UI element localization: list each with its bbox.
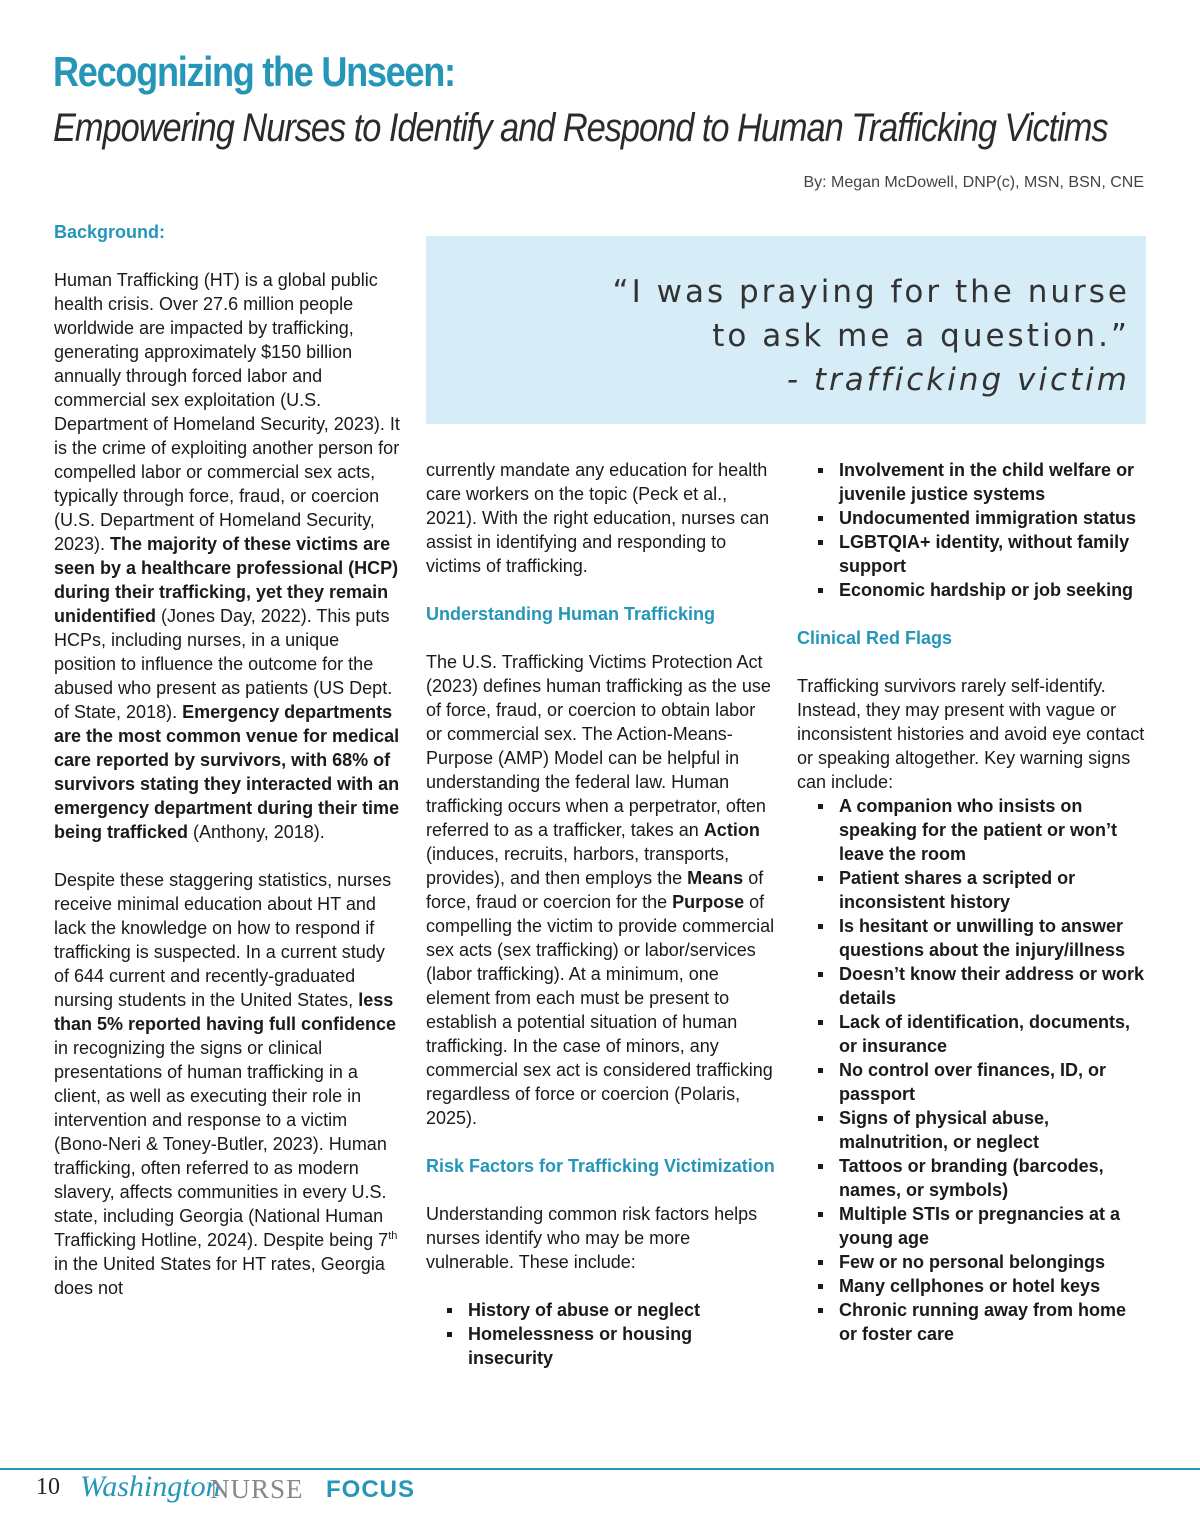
square-bullet-icon xyxy=(818,1164,823,1169)
text-run-bold: Emergency departments are the most common venue for medical care reported by survivors, with 68% of survivors stating they interacted with an emergency department during their time being trafficked xyxy=(54,702,400,842)
paragraph: Understanding common risk factors helps nurses identify who may be more vulnerable. These include: xyxy=(426,1204,758,1272)
text-run-bold: The majority of these victims are seen by a healthcare professional (HCP) during their trafficking, yet they remain unidentified xyxy=(54,534,399,626)
paragraph: currently mandate any education for health care workers on the topic (Peck et al., 2021). With the right education, nurses can assist in identifying and responding to victims of trafficking. xyxy=(426,460,770,576)
list-item xyxy=(797,1274,1147,1298)
square-bullet-icon xyxy=(818,1260,823,1265)
red-flag-list xyxy=(797,794,1147,1346)
paragraph xyxy=(54,868,404,1300)
list-item-text: No control over finances, ID, or passport xyxy=(839,1060,1107,1104)
list-item xyxy=(797,530,1147,578)
list-item xyxy=(797,866,1147,914)
text-run-bold: Purpose xyxy=(672,892,745,912)
square-bullet-icon xyxy=(818,1116,823,1121)
list-item-text: LGBTQIA+ identity, without family support xyxy=(839,532,1130,576)
list-item xyxy=(797,794,1147,866)
list-item xyxy=(797,1010,1147,1058)
square-bullet-icon xyxy=(818,516,823,521)
list-item xyxy=(426,1322,776,1370)
square-bullet-icon xyxy=(818,972,823,977)
superscript: th xyxy=(388,1230,398,1242)
square-bullet-icon xyxy=(818,1212,823,1217)
column-3 xyxy=(797,458,1147,1370)
list-item-text: A companion who insists on speaking for the patient or won’t leave the room xyxy=(839,796,1118,864)
column-1 xyxy=(54,220,404,1324)
list-item-text: Undocumented immigration status xyxy=(839,508,1137,528)
list-item xyxy=(797,1298,1147,1346)
section-heading-understanding: Understanding Human Trafficking xyxy=(426,604,716,624)
section-heading-risk: Risk Factors for Trafficking Victimization xyxy=(426,1156,775,1176)
square-bullet-icon xyxy=(818,804,823,809)
list-item xyxy=(797,1106,1147,1154)
text-run: Human Trafficking (HT) is a global public health crisis. Over 27.6 million people worldwide are impacted by trafficking, generating approximately $150 billion annually through forced labor and commercial sex exploitation (U.S. Department of Homeland Security, 2023). It is the crime of exploiting another person for compelled labor or commercial sex acts, typically through force, fraud, or coercion (U.S. Department of Homeland Security, 2023). xyxy=(54,270,400,554)
list-item-text: Is hesitant or unwilling to answer questions about the injury/illness xyxy=(839,916,1126,960)
page-number: 10 xyxy=(36,1474,60,1500)
list-item xyxy=(797,914,1147,962)
text-run-bold: less than 5% reported having full confidence xyxy=(54,990,397,1034)
text-run-bold: Means xyxy=(687,868,744,888)
square-bullet-icon xyxy=(818,588,823,593)
list-item-text: History of abuse or neglect xyxy=(468,1300,701,1320)
text-run: (Jones Day, 2022). This puts HCPs, including nurses, in a unique position to influence the outcome for the abused who present as patients (US Dept. of State, 2018). xyxy=(54,606,393,722)
risk-factor-list xyxy=(426,1298,776,1370)
square-bullet-icon xyxy=(818,1020,823,1025)
list-item-text: Tattoos or branding (barcodes, names, or symbols) xyxy=(839,1156,1104,1200)
page-subtitle: Empowering Nurses to Identify and Respond to Human Trafficking Victims xyxy=(53,106,1108,150)
column-2 xyxy=(426,458,776,1394)
text-run: in recognizing the signs or clinical presentations of human trafficking in a client, as well as executing their role in intervention and response to a victim (Bono-Neri & Toney-Butler, 2023). Human trafficking, often referred to as modern slavery, affects communities in every U.S. state, including Georgia (National Human Trafficking Hotline, 2024). Despite being 7 xyxy=(54,1038,389,1250)
section-heading-background: Background: xyxy=(54,222,166,242)
publication-logo-focus: FOCUS xyxy=(326,1476,415,1503)
pull-quote xyxy=(426,236,1146,424)
list-item-text: Involvement in the child welfare or juvenile justice systems xyxy=(839,460,1135,504)
list-item xyxy=(797,1154,1147,1202)
square-bullet-icon xyxy=(818,1068,823,1073)
text-run: of force, fraud or coercion for the xyxy=(426,868,764,912)
paragraph: Trafficking survivors rarely self-identify. Instead, they may present with vague or inconsistent histories and avoid eye contact or speaking altogether. Key warning signs can include: xyxy=(797,676,1145,792)
text-run-bold: Action xyxy=(703,820,760,840)
square-bullet-icon xyxy=(818,540,823,545)
publication-logo-nurse: NURSE xyxy=(210,1474,304,1504)
risk-factor-list-continued xyxy=(797,458,1147,602)
list-item-text: Lack of identification, documents, or insurance xyxy=(839,1012,1131,1056)
text-run: (Anthony, 2018). xyxy=(188,822,325,842)
list-item xyxy=(797,506,1147,530)
list-item-text: Economic hardship or job seeking xyxy=(839,580,1134,600)
square-bullet-icon xyxy=(818,1308,823,1313)
list-item-text: Multiple STIs or pregnancies at a young age xyxy=(839,1204,1121,1248)
square-bullet-icon xyxy=(818,924,823,929)
paragraph xyxy=(426,650,776,1130)
list-item-text: Homelessness or housing insecurity xyxy=(468,1324,693,1368)
text-run: (induces, recruits, harbors, transports, provides), and then employs the xyxy=(426,844,730,888)
publication-logo-script: Washington xyxy=(80,1470,221,1503)
text-run: in the United States for HT rates, Georgia does not xyxy=(54,1254,385,1298)
list-item-text: Doesn’t know their address or work details xyxy=(839,964,1145,1008)
list-item-text: Chronic running away from home or foster care xyxy=(839,1300,1127,1344)
paragraph xyxy=(54,268,404,844)
section-heading-red-flags: Clinical Red Flags xyxy=(797,628,953,648)
list-item xyxy=(797,1058,1147,1106)
quote-line: “I was praying for the nurse xyxy=(612,274,1130,310)
page-title: Recognizing the Unseen: xyxy=(53,48,455,95)
list-item xyxy=(797,1250,1147,1274)
list-item-text: Few or no personal belongings xyxy=(839,1252,1106,1272)
list-item-text: Many cellphones or hotel keys xyxy=(839,1276,1101,1296)
list-item-text: Patient shares a scripted or inconsistent history xyxy=(839,868,1076,912)
list-item xyxy=(797,962,1147,1010)
square-bullet-icon xyxy=(818,1284,823,1289)
square-bullet-icon xyxy=(447,1308,452,1313)
list-item xyxy=(797,1202,1147,1250)
author-byline: By: Megan McDowell, DNP(c), MSN, BSN, CNE xyxy=(803,174,1144,191)
text-run: The U.S. Trafficking Victims Protection Act (2023) defines human trafficking as the use of force, fraud, or coercion to obtain labor or commercial sex. The Action-Means-Purpose (AMP) Model can be helpful in understanding the federal law. Human trafficking occurs when a perpetrator, often referred to as a trafficker, takes an xyxy=(426,652,771,840)
text-run: of compelling the victim to provide commercial sex acts (sex trafficking) or labor/services (labor trafficking). At a minimum, one element from each must be present to establish a potential situation of human trafficking. In the case of minors, any commercial sex act is considered trafficking regardless of force or coercion (Polaris, 2025). xyxy=(426,892,775,1128)
list-item xyxy=(797,578,1147,602)
quote-line: to ask me a question.” xyxy=(712,318,1130,354)
square-bullet-icon xyxy=(818,876,823,881)
list-item xyxy=(426,1298,776,1322)
list-item xyxy=(797,458,1147,506)
text-run: Despite these staggering statistics, nurses receive minimal education about HT and lack the knowledge on how to respond if trafficking is suspected. In a current study of 644 current and recently-graduated nursing students in the United States, xyxy=(54,870,392,1010)
list-item-text: Signs of physical abuse, malnutrition, or neglect xyxy=(839,1108,1050,1152)
square-bullet-icon xyxy=(818,468,823,473)
quote-attribution: - trafficking victim xyxy=(786,362,1130,398)
square-bullet-icon xyxy=(447,1332,452,1337)
